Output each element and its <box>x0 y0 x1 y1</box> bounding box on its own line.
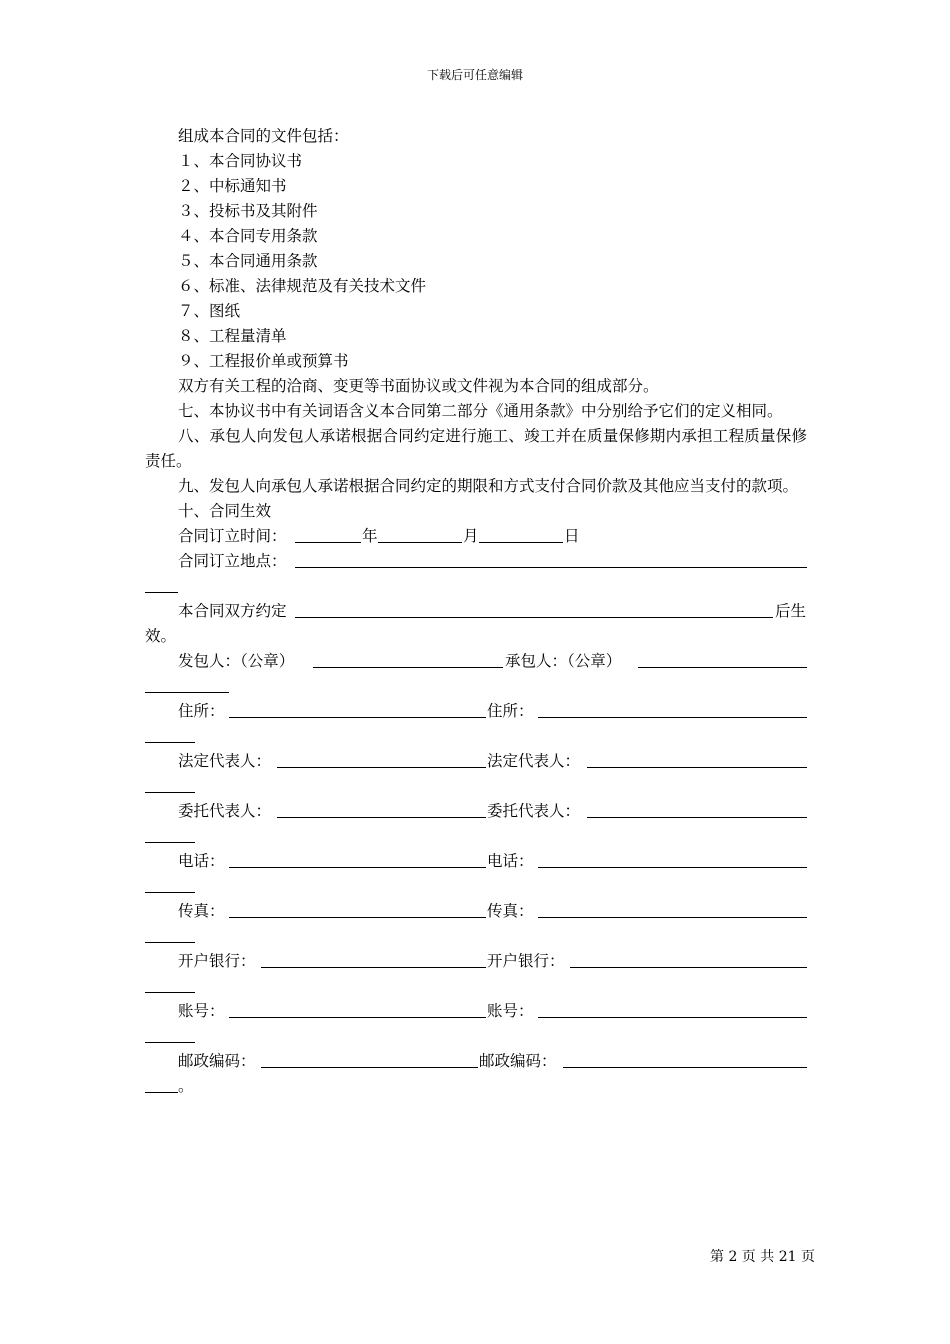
employer-phone-blank[interactable] <box>229 867 486 868</box>
doc-list-item: ４、本合同专用条款 <box>178 227 318 245</box>
employer-legal-rep-blank[interactable] <box>277 767 486 768</box>
employer-fax-blank[interactable] <box>229 917 486 918</box>
bank-blank-wrap[interactable] <box>145 992 195 993</box>
account-blank-wrap[interactable] <box>145 1042 195 1043</box>
employer-agent-blank[interactable] <box>277 817 486 818</box>
contractor-address-blank[interactable] <box>538 717 807 718</box>
contractor-bank-blank[interactable] <box>570 967 807 968</box>
field-label-left: 住所： <box>178 702 225 720</box>
sign-place-row <box>145 549 807 574</box>
account-row <box>145 999 807 1024</box>
agent-blank-wrap[interactable] <box>145 842 195 843</box>
phone-blank-wrap[interactable] <box>145 892 195 893</box>
address-blank-wrap[interactable] <box>145 742 195 743</box>
field-label-left: 电话： <box>178 852 225 870</box>
day-label: 日 <box>564 527 580 545</box>
effective-row <box>145 599 807 624</box>
parties-row <box>145 649 807 674</box>
bank-continuation <box>145 974 807 999</box>
doc-list-item: ９、工程报价单或预算书 <box>178 352 349 370</box>
legal-rep-continuation <box>145 774 807 799</box>
sign-time-label: 合同订立时间： <box>178 527 287 545</box>
contractor-seal-blank[interactable] <box>638 667 807 668</box>
fax-blank-wrap[interactable] <box>145 942 195 943</box>
field-label-right: 法定代表人： <box>487 752 581 770</box>
doc-list-item: ３、投标书及其附件 <box>178 202 318 220</box>
clause-9: 九、发包人向承包人承诺根据合同约定的期限和方式支付合同价款及其他应当支付的款项。 <box>178 477 799 495</box>
clause-7: 七、本协议书中有关词语含义本合同第二部分《通用条款》中分别给予它们的定义相同。 <box>178 402 783 420</box>
doc-list-item: ８、工程量清单 <box>178 327 287 345</box>
field-label-left: 邮政编码： <box>178 1052 256 1070</box>
clause-10: 十、合同生效 <box>178 502 272 520</box>
parties-blank-wrap[interactable] <box>145 692 229 693</box>
field-label-left: 传真： <box>178 902 225 920</box>
employer-bank-blank[interactable] <box>261 967 486 968</box>
contractor-postcode-blank[interactable] <box>563 1067 807 1068</box>
contractor-fax-blank[interactable] <box>538 917 807 918</box>
employer-account-blank[interactable] <box>229 1017 486 1018</box>
end-period: 。 <box>178 1077 194 1095</box>
fax-row <box>145 899 807 924</box>
doc-list-item: ７、图纸 <box>178 302 241 320</box>
clause-8: 八、承包人向发包人承诺根据合同约定进行施工、竣工并在质量保修期内承担工程质量保修责任。 <box>145 427 807 470</box>
field-label-left: 法定代表人： <box>178 752 272 770</box>
field-label-right: 邮政编码： <box>479 1052 557 1070</box>
agent-continuation <box>145 824 807 849</box>
field-label-right: 住所： <box>487 702 534 720</box>
field-label-left: 开户银行： <box>178 952 256 970</box>
sign-place-blank[interactable] <box>295 567 807 568</box>
doc-list-item: ６、标准、法律规范及有关技术文件 <box>178 277 427 295</box>
fax-continuation <box>145 924 807 949</box>
year-blank[interactable] <box>295 542 361 543</box>
agent-row <box>145 799 807 824</box>
employer-address-blank[interactable] <box>229 717 486 718</box>
effective-wrap: 效。 <box>145 627 177 645</box>
postcode-blank-wrap[interactable] <box>145 1092 178 1093</box>
doc-list-item: １、本合同协议书 <box>178 152 303 170</box>
contractor-label: 承包人：（公章） <box>505 652 622 670</box>
effective-label: 本合同双方约定 <box>178 602 287 620</box>
employer-seal-blank[interactable] <box>313 667 503 668</box>
field-label-left: 委托代表人： <box>178 802 272 820</box>
field-label-right: 电话： <box>487 852 534 870</box>
phone-row <box>145 849 807 874</box>
year-label: 年 <box>362 527 378 545</box>
contractor-account-blank[interactable] <box>538 1017 807 1018</box>
field-label-right: 委托代表人： <box>487 802 581 820</box>
account-continuation <box>145 1024 807 1049</box>
legal-rep-blank-wrap[interactable] <box>145 792 195 793</box>
page-footer: 第 2 页 共 21 页 <box>710 1249 815 1265</box>
legal-rep-row <box>145 749 807 774</box>
field-label-right: 开户银行： <box>487 952 565 970</box>
parties-continuation <box>145 674 807 699</box>
sign-place-label: 合同订立地点： <box>178 552 287 570</box>
doc-list-item: ５、本合同通用条款 <box>178 252 318 270</box>
address-row <box>145 699 807 724</box>
address-continuation <box>145 724 807 749</box>
contract-body <box>145 124 807 1099</box>
contractor-legal-rep-blank[interactable] <box>587 767 807 768</box>
month-blank[interactable] <box>378 542 462 543</box>
effective-suffix: 后生 <box>775 602 807 620</box>
sign-time-row <box>145 524 807 549</box>
contractor-agent-blank[interactable] <box>587 817 807 818</box>
month-label: 月 <box>463 527 479 545</box>
phone-continuation <box>145 874 807 899</box>
day-blank[interactable] <box>479 542 563 543</box>
field-label-left: 账号： <box>178 1002 225 1020</box>
page-header: 下载后可任意编辑 <box>426 68 523 82</box>
postcode-row <box>145 1049 807 1074</box>
postcode-continuation <box>145 1074 807 1099</box>
field-label-right: 传真： <box>487 902 534 920</box>
effective-condition-blank[interactable] <box>295 617 773 618</box>
employer-label: 发包人：（公章） <box>178 652 295 670</box>
doc-list-item: ２、中标通知书 <box>178 177 287 195</box>
field-label-right: 账号： <box>487 1002 534 1020</box>
contractor-phone-blank[interactable] <box>538 867 807 868</box>
employer-postcode-blank[interactable] <box>261 1067 478 1068</box>
sign-place-continuation <box>145 574 807 599</box>
intro-text: 组成本合同的文件包括： <box>178 127 349 145</box>
bank-row <box>145 949 807 974</box>
sign-place-blank-wrap[interactable] <box>145 592 178 593</box>
modification-paragraph: 双方有关工程的洽商、变更等书面协议或文件视为本合同的组成部分。 <box>178 377 659 395</box>
